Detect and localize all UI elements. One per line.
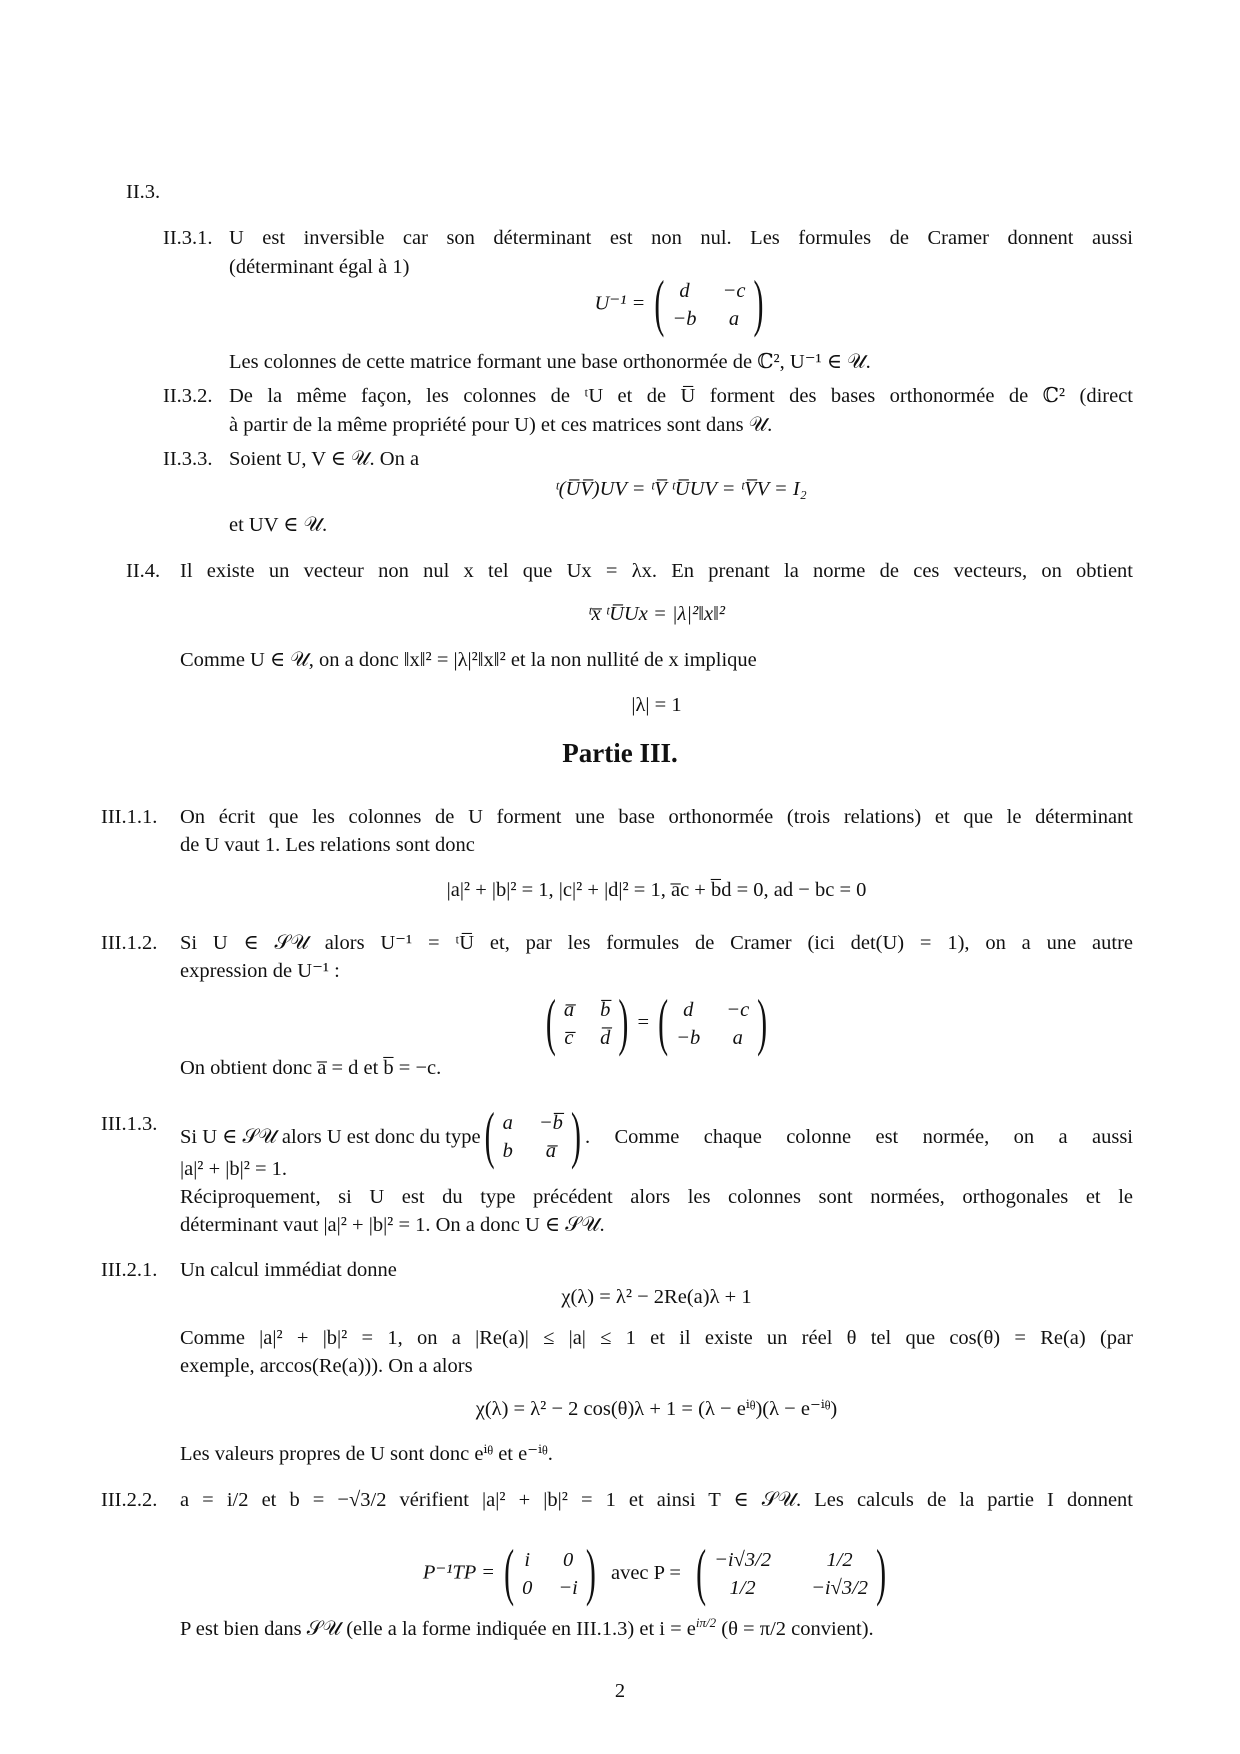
matrix-cell: a: [732, 1027, 743, 1049]
paragraph-line: De la même façon, les colonnes de ᵗU et de U̅ forment des bases orthonormée de ℂ² (direct: [229, 385, 1133, 407]
paragraph-line: Soient U, V ∈ 𝒰. On a: [229, 448, 420, 470]
item-label: II.4.: [126, 560, 161, 582]
text-after-matrix: . Comme chaque colonne est normée, on a aussi: [584, 1126, 1133, 1148]
paragraph-line: Un calcul immédiat donne: [180, 1259, 397, 1281]
matrix-cell: b: [502, 1140, 513, 1162]
item-label: III.1.1.: [101, 806, 158, 828]
section-label: II.3.: [126, 181, 161, 203]
matrix-cell: −c: [726, 999, 750, 1021]
matrix-cell: −i√3/2: [714, 1549, 772, 1571]
item-label: II.3.2.: [163, 385, 213, 407]
text: (θ = π/2 convient).: [716, 1617, 874, 1640]
matrix: ( d −c −b a ): [654, 269, 764, 339]
matrix-cell: −c: [722, 280, 746, 302]
matrix-cell: −b: [672, 308, 697, 330]
paragraph-line: (déterminant égal à 1): [229, 256, 410, 278]
matrix: ( a −b̅ b a̅ ): [484, 1101, 581, 1171]
matrix-cell: a: [728, 308, 740, 330]
matrix-cell: d̅: [600, 1027, 611, 1049]
paragraph-line: |a|² + |b|² = 1.: [180, 1158, 288, 1180]
matrix-cell: i: [524, 1549, 531, 1571]
matrix-cell: 1/2: [729, 1577, 756, 1599]
matrix-cell: a̅: [563, 999, 575, 1021]
equation: ᵗ(U̅V̅)UV = ᵗV̅ ᵗU̅UV = ᵗV̅V = I₂: [555, 478, 807, 500]
matrix-cell: −b: [676, 1027, 701, 1049]
paragraph-line: Comme U ∈ 𝒰, on a donc ‖x‖² = |λ|²‖x‖² et la non nullité de x implique: [180, 649, 757, 671]
paragraph-line: Comme |a|² + |b|² = 1, on a |Re(a)| ≤ |a| ≤ 1 et il existe un réel θ tel que cos(θ) = Re(a) (par: [180, 1327, 1133, 1349]
matrix: ( −i√3/2 1/2 1/2 −i√3/2 ): [696, 1538, 887, 1608]
paragraph-line: On écrit que les colonnes de U forment une base orthonormée (trois relations) et que le déterminant: [180, 806, 1133, 828]
equation: χ(λ) = λ² − 2Re(a)λ + 1: [561, 1286, 752, 1308]
equation-mid: avec P =: [610, 1561, 681, 1584]
equation: ᵗx̅ ᵗU̅Ux = |λ|²‖x‖²: [588, 603, 725, 625]
matrix-cell: 1/2: [826, 1549, 853, 1571]
matrix: ( i 0 0 −i ): [504, 1538, 596, 1608]
paragraph-line: Les valeurs propres de U sont donc eⁱᶿ et e⁻ⁱᶿ.: [180, 1443, 553, 1465]
paragraph-line: exemple, arccos(Re(a))). On a alors: [180, 1355, 473, 1377]
matrix-cell: −i: [558, 1577, 578, 1599]
equation-lhs: U⁻¹ =: [594, 292, 646, 315]
equation: [180, 988, 1133, 1058]
exponent: iπ/2: [695, 1615, 717, 1630]
equation: [229, 269, 1133, 339]
equation: |λ| = 1: [631, 694, 682, 716]
matrix-cell: 0: [522, 1577, 533, 1599]
paragraph-line: U est inversible car son déterminant est non nul. Les formules de Cramer donnent aussi: [229, 227, 1133, 249]
paragraph-line: déterminant vaut |a|² + |b|² = 1. On a donc U ∈ 𝒮𝒰.: [180, 1214, 605, 1236]
matrix: ( d −c −b a ): [658, 988, 768, 1058]
part-title: Partie III.: [562, 738, 678, 768]
matrix-cell: −i√3/2: [811, 1577, 869, 1599]
paragraph-line: [180, 1609, 874, 1643]
paragraph-line: de U vaut 1. Les relations sont donc: [180, 834, 475, 856]
paragraph-line: Réciproquement, si U est du type précédent alors les colonnes sont normées, orthogonales et le: [180, 1186, 1133, 1208]
paragraph-line: Il existe un vecteur non nul x tel que Ux = λx. En prenant la norme de ces vecteurs, on obtient: [180, 560, 1133, 582]
item-label: II.3.1.: [163, 227, 213, 249]
paragraph-line: à partir de la même propriété pour U) et ces matrices sont dans 𝒰.: [229, 414, 773, 436]
paragraph-line: Si U ∈ 𝒮𝒰 alors U⁻¹ = ᵗU̅ et, par les formules de Cramer (ici det(U) = 1), on a une autre: [180, 932, 1133, 954]
text: P est bien dans 𝒮𝒰 (elle a la forme indiquée en III.1.3) et i = e: [180, 1617, 696, 1640]
matrix-cell: d: [683, 999, 694, 1021]
matrix-cell: b̅: [600, 999, 611, 1021]
equals-sign: =: [637, 1011, 650, 1034]
paragraph-line: Les colonnes de cette matrice formant une base orthonormée de ℂ², U⁻¹ ∈ 𝒰.: [229, 351, 871, 373]
paragraph-line: On obtient donc a̅ = d et b̅ = −c.: [180, 1057, 442, 1079]
item-label: III.1.2.: [101, 932, 158, 954]
equation: |a|² + |b|² = 1, |c|² + |d|² = 1, a̅c + b̅d = 0, ad − bc = 0: [446, 879, 867, 901]
matrix: ( a̅ b̅ c̅ d̅ ): [545, 988, 629, 1058]
equation-lhs: P⁻¹TP =: [422, 1561, 495, 1584]
paragraph-line: a = i/2 et b = −√3/2 vérifient |a|² + |b|² = 1 et ainsi T ∈ 𝒮𝒰. Les calculs de la partie I donnent: [180, 1489, 1133, 1511]
matrix-cell: 0: [562, 1549, 574, 1571]
matrix-cell: d: [679, 280, 690, 302]
matrix-cell: −b̅: [538, 1112, 563, 1134]
page-number: 2: [614, 1680, 626, 1702]
item-label: II.3.3.: [163, 448, 213, 470]
item-label: III.2.1.: [101, 1259, 158, 1281]
matrix-cell: c̅: [564, 1027, 574, 1049]
paragraph-line: et UV ∈ 𝒰.: [229, 514, 328, 536]
item-label: III.2.2.: [101, 1489, 158, 1511]
paragraph-line: expression de U⁻¹ :: [180, 960, 340, 982]
matrix-cell: a̅: [545, 1140, 557, 1162]
equation: [180, 1538, 1133, 1608]
item-label: III.1.3.: [101, 1113, 158, 1135]
equation: χ(λ) = λ² − 2 cos(θ)λ + 1 = (λ − eⁱᶿ)(λ − e⁻ⁱᶿ): [475, 1398, 838, 1420]
text-before-matrix: Si U ∈ 𝒮𝒰 alors U est donc du type: [180, 1126, 481, 1148]
matrix-cell: a: [502, 1112, 513, 1134]
